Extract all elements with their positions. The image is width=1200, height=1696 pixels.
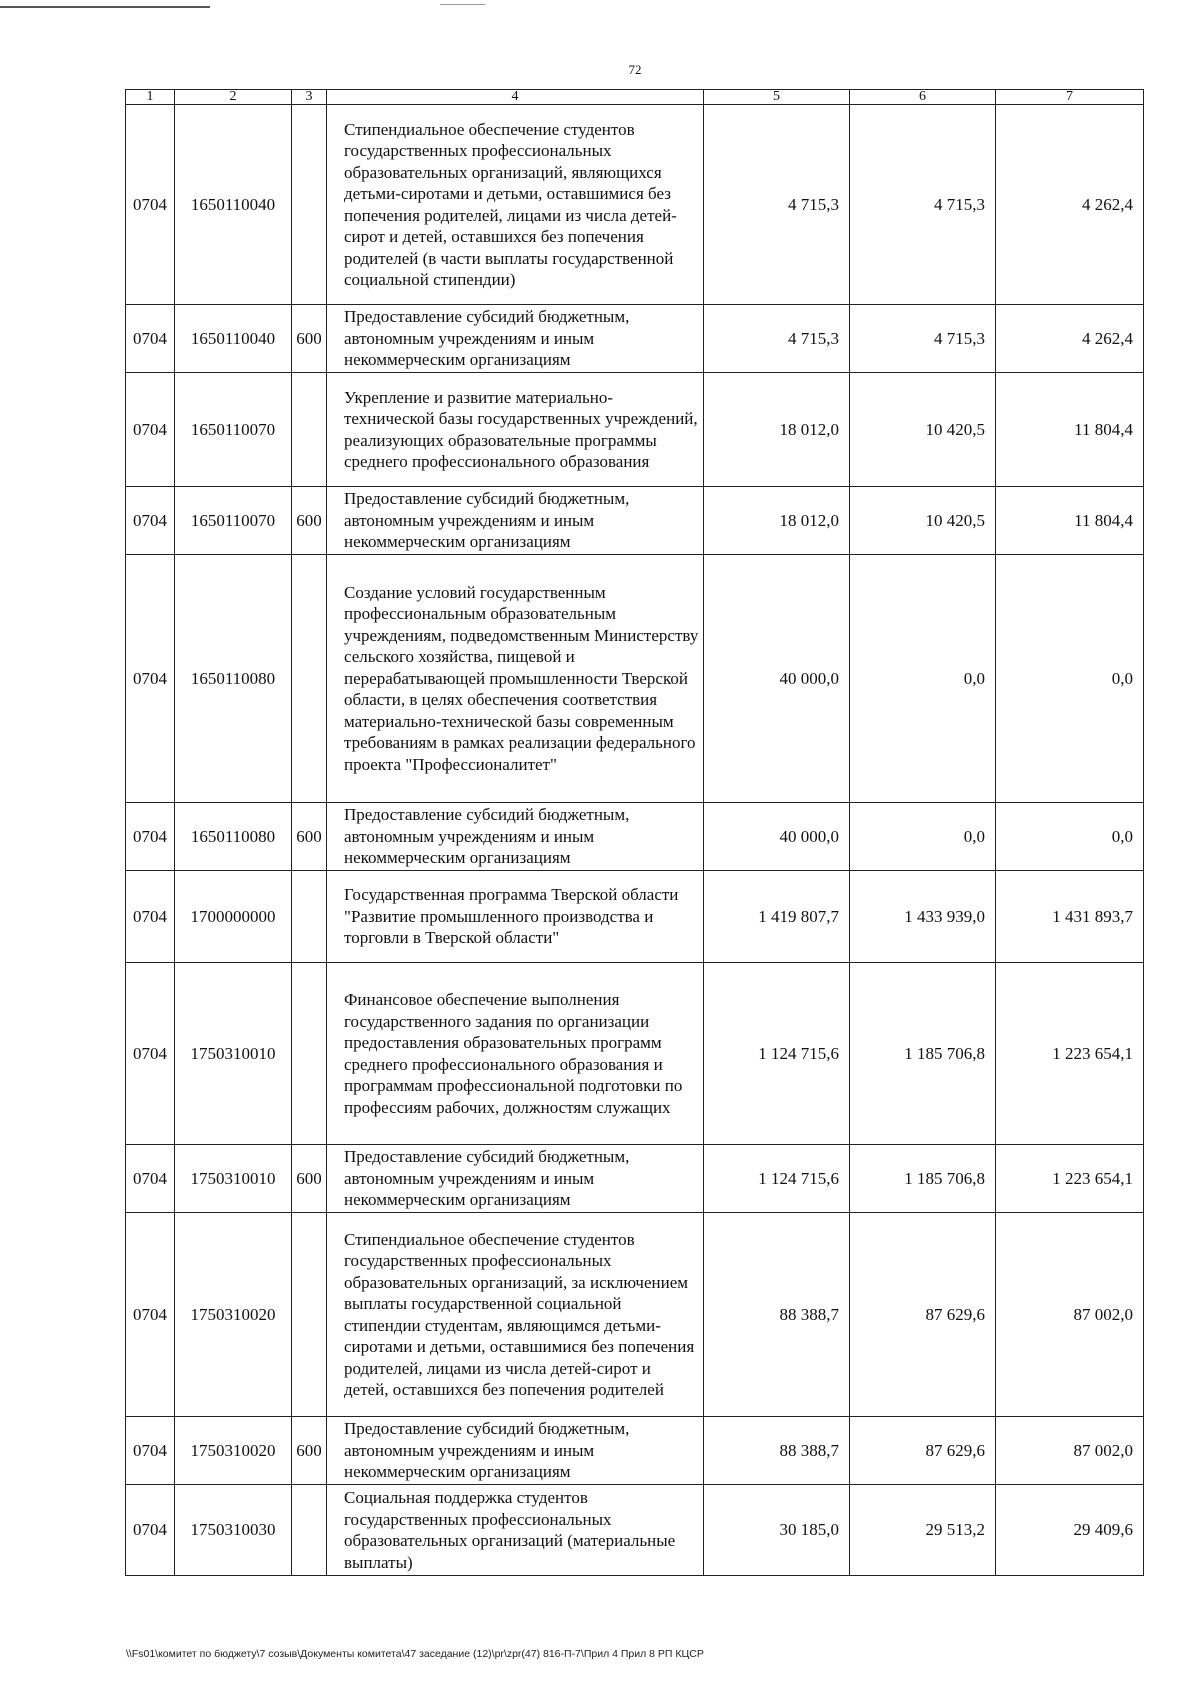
- table-row: [126, 1145, 1144, 1213]
- item-name-cell: Создание условий государственным профессиональным образовательным учреждениям, подведомственным Министерству сельского хозяйства, пищевой и перерабатывающей промышленности Тверской области, в целях обеспечения соответствия материально-технической базы современным требованиям в рамках реализации федерального проекта "Профессионалитет": [327, 555, 704, 803]
- amount-cell: 4 715,3: [704, 305, 850, 373]
- section-code-cell: 0704: [126, 373, 175, 487]
- target-code-cell: 1650110040: [175, 305, 292, 373]
- item-name-cell: Государственная программа Тверской области "Развитие промышленного производства и торговли в Тверской области": [327, 871, 704, 963]
- amount-cell: 30 185,0: [704, 1485, 850, 1576]
- column-header: 1: [126, 90, 175, 105]
- amount-cell: 1 223 654,1: [996, 1145, 1144, 1213]
- expense-type-cell: [292, 1485, 327, 1576]
- scan-artifact-line: [0, 6, 210, 8]
- amount-cell: 87 002,0: [996, 1417, 1144, 1485]
- section-code-cell: 0704: [126, 1485, 175, 1576]
- amount-cell: 11 804,4: [996, 373, 1144, 487]
- amount-cell: 4 262,4: [996, 305, 1144, 373]
- table-header-row: [126, 90, 1144, 105]
- amount-cell: 4 715,3: [704, 105, 850, 305]
- page-number: 72: [628, 62, 642, 77]
- amount-cell: 40 000,0: [704, 803, 850, 871]
- target-code-cell: 1650110070: [175, 373, 292, 487]
- amount-cell: 1 185 706,8: [850, 1145, 996, 1213]
- target-code-cell: 1750310030: [175, 1485, 292, 1576]
- expense-type-cell: [292, 105, 327, 305]
- amount-cell: 0,0: [850, 803, 996, 871]
- amount-cell: 4 715,3: [850, 305, 996, 373]
- item-name-cell: Предоставление субсидий бюджетным, автономным учреждениям и иным некоммерческим организациям: [327, 305, 704, 373]
- target-code-cell: 1750310010: [175, 963, 292, 1145]
- column-header: 3: [292, 90, 327, 105]
- column-header: 6: [850, 90, 996, 105]
- column-header: 7: [996, 90, 1144, 105]
- table-row: [126, 1213, 1144, 1417]
- item-name-cell: Предоставление субсидий бюджетным, автономным учреждениям и иным некоммерческим организациям: [327, 803, 704, 871]
- budget-table: [125, 89, 1144, 1576]
- item-name-cell: Укрепление и развитие материально-технической базы государственных учреждений, реализующих образовательные программы среднего профессионального образования: [327, 373, 704, 487]
- target-code-cell: 1650110080: [175, 803, 292, 871]
- section-code-cell: 0704: [126, 487, 175, 555]
- section-code-cell: 0704: [126, 803, 175, 871]
- amount-cell: 10 420,5: [850, 487, 996, 555]
- section-code-cell: 0704: [126, 555, 175, 803]
- amount-cell: 1 223 654,1: [996, 963, 1144, 1145]
- amount-cell: 0,0: [850, 555, 996, 803]
- expense-type-cell: 600: [292, 487, 327, 555]
- section-code-cell: 0704: [126, 305, 175, 373]
- scan-artifact-line: [440, 4, 485, 5]
- table-row: [126, 487, 1144, 555]
- amount-cell: 1 185 706,8: [850, 963, 996, 1145]
- amount-cell: 87 629,6: [850, 1213, 996, 1417]
- section-code-cell: 0704: [126, 1145, 175, 1213]
- amount-cell: 18 012,0: [704, 487, 850, 555]
- item-name-cell: Социальная поддержка студентов государственных профессиональных образовательных организаций (материальные выплаты): [327, 1485, 704, 1576]
- expense-type-cell: 600: [292, 803, 327, 871]
- expense-type-cell: 600: [292, 1417, 327, 1485]
- column-header: 2: [175, 90, 292, 105]
- table-row: [126, 305, 1144, 373]
- target-code-cell: 1750310020: [175, 1213, 292, 1417]
- amount-cell: 40 000,0: [704, 555, 850, 803]
- amount-cell: 1 431 893,7: [996, 871, 1144, 963]
- amount-cell: 29 513,2: [850, 1485, 996, 1576]
- item-name-cell: Предоставление субсидий бюджетным, автономным учреждениям и иным некоммерческим организациям: [327, 1417, 704, 1485]
- section-code-cell: 0704: [126, 871, 175, 963]
- amount-cell: 1 419 807,7: [704, 871, 850, 963]
- amount-cell: 0,0: [996, 803, 1144, 871]
- amount-cell: 4 262,4: [996, 105, 1144, 305]
- table-row: [126, 373, 1144, 487]
- amount-cell: 87 629,6: [850, 1417, 996, 1485]
- target-code-cell: 1700000000: [175, 871, 292, 963]
- item-name-cell: Предоставление субсидий бюджетным, автономным учреждениям и иным некоммерческим организациям: [327, 487, 704, 555]
- table-row: [126, 1485, 1144, 1576]
- amount-cell: 87 002,0: [996, 1213, 1144, 1417]
- expense-type-cell: [292, 963, 327, 1145]
- section-code-cell: 0704: [126, 105, 175, 305]
- amount-cell: 0,0: [996, 555, 1144, 803]
- target-code-cell: 1750310010: [175, 1145, 292, 1213]
- amount-cell: 1 124 715,6: [704, 1145, 850, 1213]
- table-row: [126, 871, 1144, 963]
- expense-type-cell: [292, 871, 327, 963]
- amount-cell: 29 409,6: [996, 1485, 1144, 1576]
- amount-cell: 11 804,4: [996, 487, 1144, 555]
- expense-type-cell: 600: [292, 1145, 327, 1213]
- amount-cell: 10 420,5: [850, 373, 996, 487]
- expense-type-cell: [292, 555, 327, 803]
- target-code-cell: 1750310020: [175, 1417, 292, 1485]
- section-code-cell: 0704: [126, 1417, 175, 1485]
- amount-cell: 1 433 939,0: [850, 871, 996, 963]
- target-code-cell: 1650110070: [175, 487, 292, 555]
- expense-type-cell: [292, 1213, 327, 1417]
- target-code-cell: 1650110080: [175, 555, 292, 803]
- item-name-cell: Стипендиальное обеспечение студентов государственных профессиональных образовательных организаций, являющихся детьми-сиротами и детьми, оставшимися без попечения родителей, лицами из числа детей-сирот и детей, оставшихся без попечения родителей (в части выплаты государственной социальной стипендии): [327, 105, 704, 305]
- table-row: [126, 105, 1144, 305]
- expense-type-cell: 600: [292, 305, 327, 373]
- table-row: [126, 803, 1144, 871]
- amount-cell: 1 124 715,6: [704, 963, 850, 1145]
- amount-cell: 88 388,7: [704, 1213, 850, 1417]
- column-header: 4: [327, 90, 704, 105]
- item-name-cell: Стипендиальное обеспечение студентов государственных профессиональных образовательных организаций, за исключением выплаты государственной социальной стипендии студентам, являющимся детьми-сиротами и детьми, оставшимися без попечения родителей, лицами из числа детей-сирот и детей, оставшихся без попечения родителей: [327, 1213, 704, 1417]
- section-code-cell: 0704: [126, 1213, 175, 1417]
- amount-cell: 18 012,0: [704, 373, 850, 487]
- section-code-cell: 0704: [126, 963, 175, 1145]
- amount-cell: 88 388,7: [704, 1417, 850, 1485]
- column-header: 5: [704, 90, 850, 105]
- table-row: [126, 1417, 1144, 1485]
- target-code-cell: 1650110040: [175, 105, 292, 305]
- expense-type-cell: [292, 373, 327, 487]
- item-name-cell: Финансовое обеспечение выполнения государственного задания по организации предоставления образовательных программ среднего профессионального образования и программам профессиональной подготовки по профессиям рабочих, должностям служащих: [327, 963, 704, 1145]
- item-name-cell: Предоставление субсидий бюджетным, автономным учреждениям и иным некоммерческим организациям: [327, 1145, 704, 1213]
- file-path-footer: \\Fs01\комитет по бюджету\7 созыв\Документы комитета\47 заседание (12)\pr\zpr(47) 816-П-7\Прил 4 Прил 8 РП КЦСР: [126, 1648, 704, 1660]
- table-row: [126, 555, 1144, 803]
- table-row: [126, 963, 1144, 1145]
- amount-cell: 4 715,3: [850, 105, 996, 305]
